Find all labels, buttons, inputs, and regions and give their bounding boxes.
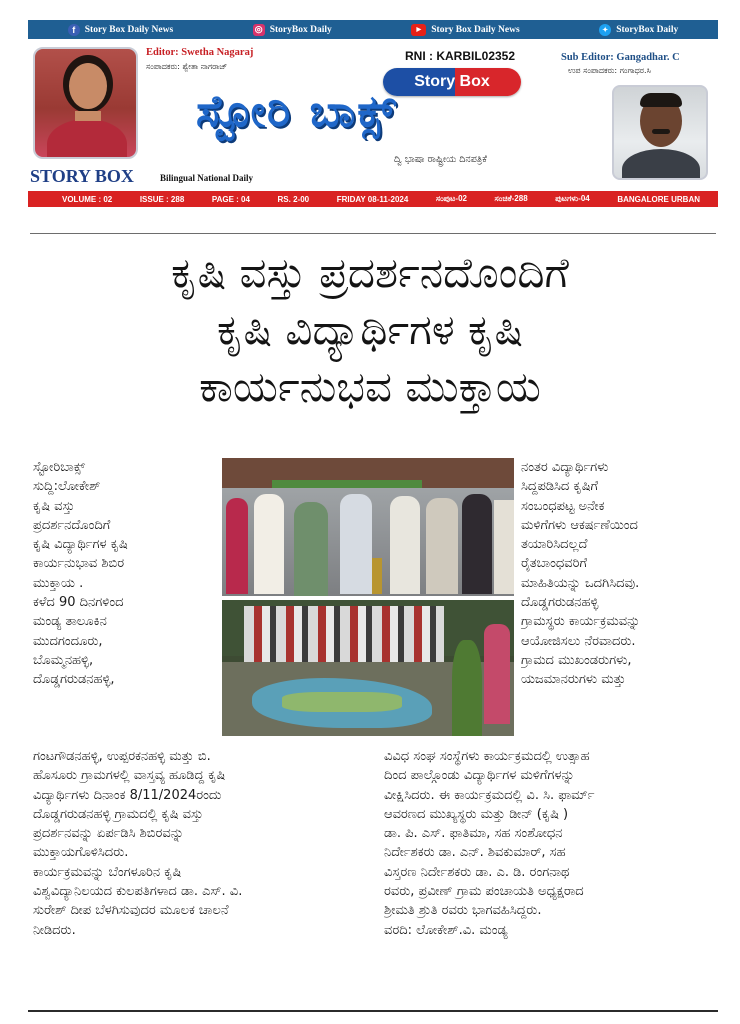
text-line: ಶ್ರೀಮತಿ ಶ್ರುತಿ ರವರು ಭಾಗವಹಿಸಿದ್ದರು. [384, 903, 542, 919]
headline-line-3: ಕಾರ್ಯನುಭವ ಮುಕ್ತಾಯ [199, 362, 541, 411]
brand-english: STORY BOX [30, 166, 134, 186]
text-line: ಬೊಮ್ಮನಹಳ್ಳಿ, [33, 652, 94, 668]
text-line: ನಂತರ ವಿದ್ಯಾರ್ಥಿಗಳು [521, 460, 609, 475]
text-line: ಮಂಡ್ಯ ತಾಲೂಕಿನ [33, 614, 107, 630]
text-line: ದೊಡ್ಡಗರುಡನಹಳ್ಳಿ ಗ್ರಾಮದಲ್ಲಿ ಕೃಷಿ ವಸ್ತು [33, 806, 204, 822]
editor-photo [33, 47, 138, 159]
text-line: ರವರು, ಪ್ರವೀಣ್ ಗ್ರಾಮ ಪಂಚಾಯತಿ ಅಧ್ಯಕ್ಷರಾದ [384, 884, 584, 900]
text-line: ದೊಡ್ಡಗರುಡನಹಳ್ಳಿ, [33, 672, 115, 688]
social-instagram-label: StoryBox Daily [269, 24, 332, 35]
instagram-icon: ◎ [253, 24, 265, 36]
page-number: PAGE : 04 [211, 194, 250, 204]
text-line: ತಯಾರಿಸಿದಲ್ಲದೆ [521, 537, 588, 553]
location: BANGALORE URBAN [617, 194, 700, 204]
text-line: ವಿಸ್ತರಣ ನಿರ್ದೇಶಕರು ಡಾ. ಎ. ಡಿ. ರಂಗನಾಥ [384, 864, 570, 880]
sub-editor-photo [612, 85, 708, 180]
text-line: ವಿದ್ಯಾರ್ಥಿಗಳು ದಿನಾಂಕ 8/11/2024ರಂದು [33, 787, 222, 803]
article-left-column [33, 458, 218, 690]
text-line: ಯಜಮಾನರುಗಳು ಮತ್ತು [521, 672, 626, 688]
masthead-title-kannada: ಸ್ಟೋರಿ ಬಾಕ್ಸ್ [196, 86, 398, 137]
bottom-divider [28, 1010, 718, 1012]
issue-info-bar [28, 191, 718, 207]
article-bottom-right [384, 747, 718, 940]
text-line: ಮಾಹಿತಿಯನ್ನು ಒದಗಿಸಿದವು. [521, 575, 640, 591]
social-facebook[interactable] [68, 24, 173, 36]
facebook-icon: f [68, 24, 80, 36]
text-line: ಸಿದ್ದಪಡಿಸಿದ ಕೃಷಿಗೆ [521, 479, 599, 495]
top-divider [30, 233, 716, 234]
volume: VOLUME : 02 [62, 194, 113, 204]
headline-line-2: ಕೃಷಿ ವಿದ್ಯಾರ್ಥಿಗಳ ಕೃಷಿ [216, 305, 524, 354]
social-youtube-label: Story Box Daily News [431, 24, 520, 35]
sub-editor-name-kannada: ಉಪ ಸಂಪಾದಕರು: ಗಂಗಾಧರ.ಸಿ [568, 66, 651, 75]
issue: ISSUE : 288 [139, 194, 185, 204]
text-line: ಹೊಸೂರು ಗ್ರಾಮಗಳಲ್ಲಿ ವಾಸ್ತವ್ಯ ಹೂಡಿದ್ದ ಕೃಷಿ [33, 768, 226, 784]
text-line: ವಿವಿಧ ಸಂಘ ಸಂಸ್ಥೆಗಳು ಕಾರ್ಯಕ್ರಮದಲ್ಲಿ ಉತ್ಸಾಹ [384, 749, 590, 764]
text-line: ನಿರ್ದೇಶಕರು ಡಾ. ಎನ್. ಶಿವಕುಮಾರ್, ಸಹ [384, 845, 566, 861]
text-line: ದೊಡ್ಡಗರುಡನಹಳ್ಳಿ [521, 595, 599, 611]
article-bottom-left [33, 747, 385, 940]
sub-editor-name: Sub Editor: Gangadhar. C [561, 52, 680, 63]
headline-line-1: ಕೃಷಿ ವಸ್ತು ಪ್ರದರ್ಶನದೊಂದಿಗೆ [171, 248, 569, 297]
text-line: ನೀಡಿದರು. [33, 922, 76, 938]
samputa: ಸಂಪುಟ-02 [435, 194, 467, 203]
text-line: ದಿಂದ ಪಾಲ್ಗೊಂಡು ವಿದ್ಯಾರ್ಥಿಗಳ ಮಳಿಗೆಗಳನ್ನು [384, 768, 575, 784]
text-line: ಕಾರ್ಯಕ್ರಮವನ್ನು ಬೆಂಗಳೂರಿನ ಕೃಷಿ [33, 864, 182, 880]
social-youtube[interactable] [411, 24, 519, 36]
social-facebook-label: Story Box Daily News [84, 24, 174, 35]
editor-name: Editor: Swetha Nagaraj [146, 47, 254, 58]
editor-name-kannada: ಸಂಪಾದಕರು: ಶ್ವೇತಾ ನಾಗರಾಜ್ [146, 62, 228, 71]
article-right-column [521, 458, 717, 690]
text-line: ಕೃಷಿ ವಿದ್ಯಾರ್ಥಿಗಳ ಕೃಷಿ [33, 537, 128, 553]
text-line: ಪ್ರದರ್ಶನದೊಂದಿಗೆ [33, 517, 111, 533]
text-line: ಪ್ರದರ್ಶನವನ್ನು ಏರ್ಪಡಿಸಿ ಶಿಬಿರವನ್ನು [33, 826, 184, 842]
rni-number: RNI : KARBIL02352 [405, 49, 516, 63]
text-line: ಗ್ರಾಮಸ್ಥರು ಕಾರ್ಯಕ್ರಮವನ್ನು [521, 614, 641, 630]
text-line: ಮುಕ್ತಾಯಗೊಳಿಸಿದರು. [33, 845, 129, 861]
text-line: ಮುದಗಂದೂರು, [33, 633, 103, 649]
reporter-credit: ವರದಿ: ಲೋಕೇಶ್.ವಿ. ಮಂಡ್ಯ [384, 922, 508, 938]
exhibition-photo [222, 600, 514, 736]
social-instagram[interactable] [253, 24, 332, 36]
sanchike: ಸಂಚಿಕೆ-288 [494, 194, 528, 203]
text-line: ಸುದ್ದಿ:ಲೋಕೇಶ್ [33, 479, 101, 495]
text-line: ಸ್ಟೋರಿಬಾಕ್ಸ್ [33, 460, 86, 475]
youtube-icon: ▶ [411, 24, 426, 36]
text-line: ಗ್ರಾಮದ ಮುಖಂಡರುಗಳು, [521, 652, 632, 668]
social-bar [28, 20, 718, 39]
text-line: ಕೃಷಿ ವಸ್ತು [33, 498, 75, 514]
story-box-badge: Story Box [383, 68, 521, 96]
text-line: ಕಾರ್ಯನುಭಾವ ಶಿಬಿರ [33, 556, 125, 572]
social-twitter[interactable] [599, 24, 678, 36]
text-line: ಆಯೋಜಿಸಲು ನೆರವಾದರು. [521, 633, 636, 649]
text-line: ಕಳೆದ 90 ದಿನಗಳಿಂದ [33, 595, 124, 611]
text-line: ಡಾ. ಪಿ. ಎಸ್. ಫಾತಿಮಾ, ಸಹ ಸಂಶೋಧನ [384, 826, 563, 842]
social-twitter-label: StoryBox Daily [616, 24, 679, 35]
text-line: ಸುರೇಶ್ ದೀಪ ಬೆಳಗಿಸುವುದರ ಮೂಲಕ ಚಾಲನೆ [33, 903, 229, 919]
twitter-icon: ✦ [599, 24, 611, 36]
text-line: ಮಳಿಗೆಗಳು ಆಕರ್ಷಣೆಯಿಂದ [521, 517, 638, 533]
price: RS. 2-00 [277, 194, 310, 204]
text-line: ವೀಕ್ಷಿಸಿದರು. ಈ ಕಾರ್ಯಕ್ರಮದಲ್ಲಿ ವಿ. ಸಿ. ಫಾರ್ಮ್ [384, 787, 595, 803]
text-line: ಆವರಣದ ಮುಖ್ಯಸ್ಥರು ಮತ್ತು ಡೀನ್ (ಕೃಷಿ ) [384, 806, 569, 822]
article-headline [40, 244, 700, 415]
masthead-tagline: ದ್ವಿ ಭಾಷಾ ರಾಷ್ಟ್ರೀಯ ದಿನಪತ್ರಿಕೆ [394, 154, 487, 165]
text-line: ಗಂಟಗೌಡನಹಳ್ಳಿ, ಉಪ್ಪರಕನಹಳ್ಳಿ ಮತ್ತು ಬಿ. [33, 749, 211, 764]
puta: ಪುಟಗಳು-04 [555, 194, 590, 203]
date: FRIDAY 08-11-2024 [336, 194, 409, 204]
text-line: ಮುಕ್ತಾಯ . [33, 575, 84, 591]
bilingual-label: Bilingual National Daily [160, 173, 254, 183]
ceremony-photo [222, 458, 514, 596]
text-line: ರೈತಬಾಂಧವರಿಗೆ [521, 556, 588, 572]
text-line: ಸಂಬಂಧಪಟ್ಟ ಅನೇಕ [521, 498, 605, 514]
text-line: ವಿಶ್ವವಿದ್ಯಾನಿಲಯದ ಕುಲಪತಿಗಳಾದ ಡಾ. ಎಸ್. ವಿ. [33, 884, 243, 900]
